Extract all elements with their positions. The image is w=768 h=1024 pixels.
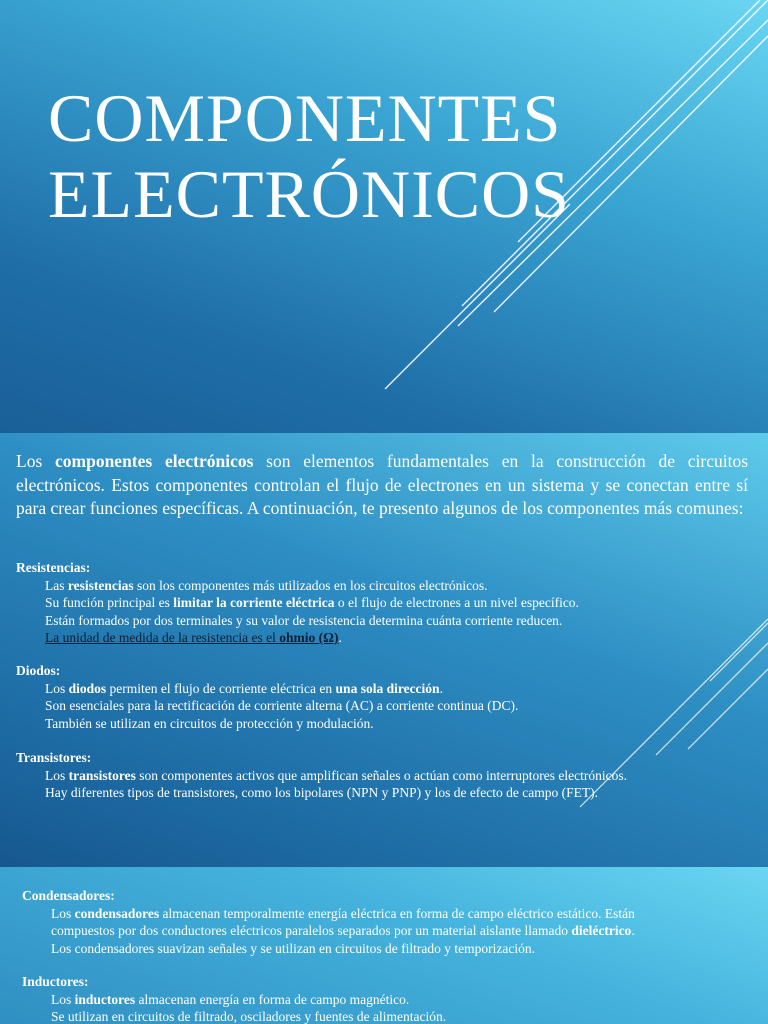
page-title <box>48 80 570 232</box>
section-line: Los inductores almacenan energía en forma de campo magnético. <box>51 991 410 1007</box>
section-line: Los condensadores almacenan temporalmente energía eléctrica en forma de campo eléctrico estático. Están <box>51 905 635 921</box>
intro-text: son elementos fundamentales en la construcción de circuitos electrónicos. Estos componentes controlan el flujo de electrones en un sistema y se conectan entre sí para crear funciones específicas. A continuación, te presento algunos de los componentes más comunes: <box>16 451 749 518</box>
section-transistores <box>16 749 756 802</box>
section-condensadores <box>22 887 762 957</box>
section-line: Su función principal es limitar la corriente eléctrica o el flujo de electrones a un nivel específico. <box>45 595 579 610</box>
content-slide-2 <box>0 867 768 1024</box>
section-line: Se utilizan en circuitos de filtrado, osciladores y fuentes de alimentación. <box>51 1009 447 1024</box>
section-line: Las resistencias son los componentes más utilizados en los circuitos electrónicos. <box>45 577 488 593</box>
title-line-2: ELECTRÓNICOS <box>48 156 570 232</box>
section-line: Son esenciales para la rectificación de corriente alterna (AC) a corriente continua (DC). <box>45 698 519 713</box>
section-line: Están formados por dos terminales y su valor de resistencia determina cuánta corriente reducen. <box>45 612 563 628</box>
intro-paragraph <box>16 450 748 521</box>
section-resistencias <box>16 559 756 647</box>
title-line-1: COMPONENTES <box>48 80 562 156</box>
section-heading: Transistores: <box>16 750 92 765</box>
section-heading: Diodos: <box>16 663 61 678</box>
ohm-link[interactable]: La unidad de medida de la resistencia es el ohmio (Ω). <box>45 630 342 645</box>
section-heading: Inductores: <box>22 974 89 989</box>
section-diodos <box>16 662 756 732</box>
section-line: Los transistores son componentes activos que amplifican señales o actúan como interruptores electrónicos. <box>45 767 627 783</box>
section-heading: Resistencias: <box>16 560 91 575</box>
section-heading: Condensadores: <box>22 888 115 903</box>
section-line: Hay diferentes tipos de transistores, como los bipolares (NPN y PNP) y los de efecto de campo (FET). <box>45 785 599 800</box>
intro-bold: componentes electrónicos <box>55 451 254 471</box>
section-inductores <box>22 973 762 1024</box>
title-slide <box>0 0 768 433</box>
section-line: compuestos por dos conductores eléctricos paralelos separados por un material aislante llamado dieléctrico. <box>51 923 635 938</box>
section-line: Los diodos permiten el flujo de corriente eléctrica en una sola dirección. <box>45 680 443 696</box>
section-line: También se utilizan en circuitos de protección y modulación. <box>45 715 374 731</box>
intro-text: Los <box>16 451 55 471</box>
content-slide-1 <box>0 433 768 867</box>
section-line: Los condensadores suavizan señales y se utilizan en circuitos de filtrado y temporización. <box>51 940 535 956</box>
